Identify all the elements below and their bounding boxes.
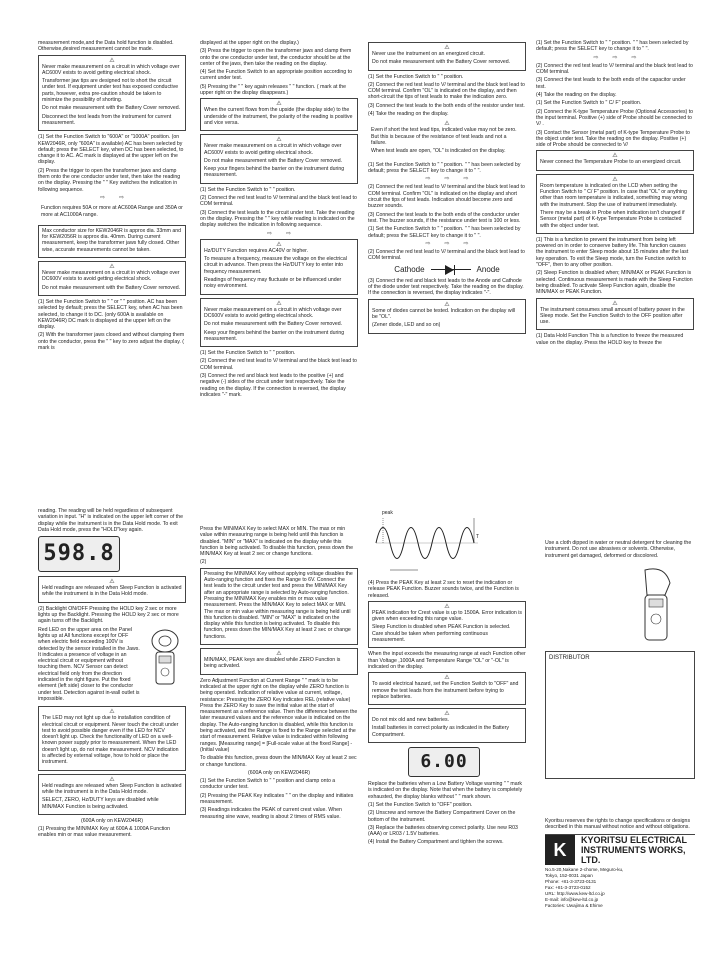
note-box: ⚠ Hz/DUTY Function requires AC40V or higher. To measure a frequency, measure the voltage on the electrical circuit in advance. Then press the Hz/DUTY key to enter into frequency measurement. Readings of frequency may fluctuate or be influenced under noisy environment. [200, 239, 358, 295]
bottom-col3: peak T (4) Press the PEAK Key at least 2 sec to reset the indication or release PEAK Function. Buzzer sounds twice, and the Function is released. ⚠ PEAK indication for Crest value is up to 1500A. Error indication is given when exceeding this range value. Sleep Function is disabled when PEAK Function is selected. Care should be taken when performing continuous measurement. When the input exceeds the measuring range at each Function other than Voltage ,1000A and Temperature Range "OL" or "-OL" is indicated on the display. ⚠ To avoid electrical hazard, set the Function Switch to "OFF" and remove the test leads from the instrument before trying to replace batteries. ⚠ Do not mix old and new batteries. Install batteries in correct polarity as indicated in the Battery Compartment. 6.00 Replace the batteries when a Low Battery Voltage warning " " mark is indicated on the display. Note that when the battery is completely exhausted, the display blanks without " " mark shown. (1) Set the Function Switch to "OFF" position. (2) Unscrew and remove the Battery Compartment Cover on the bottom of the instrument. (3) Replace the batteries observing correct polarity. Use new R03 (AAA) or LR03 / 1.5V batteries. (4) Install the Battery Compartment and tighten the screws. [368, 510, 526, 846]
warning-icon: ⚠ [276, 101, 282, 108]
note-icon: ⚠ [276, 241, 282, 248]
warning-box: ⚠ The LED may not light up due to installation condition of electrical circuit or equipment. Never touch the circuit under test to avoid possible danger even if the LED for NCV doesn't light up. Check the functionality of LED on a well-known power supply prior to measurement. When the LED doesn't light up, do not make measurement. NCV indication is affected by external voltage, how to hold or place the instrument. [38, 706, 186, 770]
col4: (1) Set the Function Switch to " " position. " " has been selected by default; press the SELECT key to change it to " ". ⇨ ⇨ ⇨ (2) Connect the red test lead to V/ terminal and the black test lead to COM terminal. (3) Connect the test leads to the both ends of the capacitor under test. (4) Take the reading on the display. (1) Set the Function Switch to " C/ F" position. (2) Connect the K-type Temperature Probe (Optional Accessories) to the input terminal. Positive (+) side of Probe should be connected to V/ . (3) Contact the Sensor (metal part) of K-type Temperature Probe to the object under test. Take the reading on the display. Positive (+) side of Probe should be connected to V/ ⚠ Never connect the Temperature Probe to an energized circuit. ⚠ Room temperature is indicated on the LCD when setting the Function Switch to " C/ F" position. In case that "OL" or anything other than room temperature is indicated, something may wrong with the instrument. Stop the use of instrument immediately. There may be a break in Probe when indication isn't changed if Sensor (metal part) of K-type Temperature Probe is contacted with the object under test. (1) This is a function to prevent the instrument from being left powered on in order to conserve battery life. This function causes the instrument to enter Sleep mode about 15 minutes after the last key operation. To exit the Sleep mode, turn the Function switch to "OFF", then to any other position. (2) Sleep Function is disabled when; MIN/MAX or PEAK Function is selected. Continuous measurement is made with the Sleep Function being disabled. To activate Sleep Function again, disable the MIN/MAX or PEAK Function. ⚠ The instrument consumes small amount of battery power in the Sleep mode. Set the Function Switch to the OFF position after use. (1) Data Hold Function This is a function to freeze the measured value on the display. Press the HOLD key to freeze the [536, 40, 694, 346]
warning-box: ⚠ The instrument consumes small amount of battery power in the Sleep mode. Set the Function Switch to the OFF position after use. [536, 298, 694, 331]
col3: ⚠ Never use the instrument on an energized circuit. Do not make measurement with the Battery Cover removed. (1) Set the Function Switch to " " position. (2) Connect the red test lead to V/ terminal and the black test lead to COM terminal. Confirm "OL" is indicated on the display, and then short-circuit the tips of test leads to make the indication zero. (3) Connect the test leads to the both ends of the resistor under test. (4) Take the reading on the display. ⚠ Even if short the test lead tips, indicated value may not be zero. But this is because of the resistance of test leads and not a failure. When test leads are open, "OL" is indicated on the display. (1) Set the Function Switch to " " position. " " has been selected by default; press the SELECT key to change it to " ". ⇨ ⇨ ⇨ (2) Connect the red test lead to V/ terminal and the black test lead to COM terminal. Confirm "OL" is indicated on the display and short circuit the tips of test leads. Indication should become zero and buzzer sounds. (3) Connect the test leads to the both ends of the conductor under test. The buzzer sounds, if the resistance under test is 100 or less. (1) Set the Function Switch to " " position. " " has been selected by default; press the SELECT key to change it to " ". ⇨ ⇨ ⇨ (2) Connect the red test lead to V/ terminal and the black test lead to COM terminal. Cathode Anode (3) Connect the red and black test leads to the Anode and Cathode of the diode under test respectively. Take the reading on the display. If the connection is reversed, the display indicates "-". ⚠ Some of diodes cannot be tested. Indication on the display will be "OL". (Zener diode, LED and so on) [368, 40, 526, 472]
note-box: ⚠ Even if short the test lead tips, indicated value may not be zero. But this is because of the resistance of test leads and not a failure. When test leads are open, "OL" is indicated on the display. [368, 119, 526, 158]
note-box: ⚠ Held readings are released when Sleep Function is activated while the instrument is in the Data Hold mode. [38, 576, 186, 603]
warning-icon: ⚠ [444, 45, 450, 51]
battery-reading: 6.00 [420, 750, 468, 772]
bottom-col4: Use a cloth dipped in water or neutral detergent for cleaning the instrument. Do not use abrasives or solvents. Otherwise, instrument get damaged, deformed or discolored. DISTRIBUTOR [545, 540, 695, 830]
peak-waveform-figure [374, 508, 484, 578]
note-icon: ⚠ [444, 711, 450, 718]
note-box: Function requires 50A or more at AC600A Range and 350A or more at AC1000A range. [41, 205, 183, 218]
bottom-col1: reading. The reading will be held regardless of subsequent variation in input. "H" is indicated on the upper left corner of the display while the instrument is in the Data Hold mode. To exit Data Hold mode, press the "HOLD"key again. 598.8 ⚠ Held readings are released when Sleep Function is activated while the instrument is in the Data Hold mode. (2) Backlight ON/OFF Pressing the HOLD key 2 sec or more lights up the Backlight. Pressing the HOLD key 2 sec or more again turns off the Backlight. Red LED on the upper area on the Panel lights up at All functions except for OFF when electric field exceeding 100V is detected by the sensor installed in the Jaws. It indicates a presence of voltage in an electrical circuit or equipment without touching them. NCV Sensor can detect electrical field only from the direction indicated in the right figure. Put the fixed element (left side) closer to the conductor under test. Detection against in-wall outlet is impossible. ⚠ The LED may not light up due to installation condition of electrical circuit or equipment. Never touch the circuit under test to avoid possible danger even if the LED for NCV doesn't light up. Check the functionality of LED on a well-known power supply prior to measurement. When the LED doesn't light up, do not make measurement. NCV indication is affected by external voltage, how to hold or place the instrument. ⚠ Held readings are released when Sleep Function is activated while the instrument is in the Data Hold mode. SELECT, ZERO, Hz/DUTY keys are disabled while MIN/MAX Function is being activated. (600A only on KEW2046R) (1) Pressing the MIN/MAX Key at 600A & 1000A Function enables min or max value measurement. [38, 508, 186, 928]
company-address: No.5-20,Nakane 2-chome, Meguro-ku, Tokyo, 152-0031 Japan Phone: +81-3-3723-0131 Fax: +81-3-3723-0152 URL: http://www.kew-ltd.co.jp E-mail: info@kew-ltd.co.jp Factories: Uwajima & Ehime [545, 867, 624, 908]
peak-label: peak [382, 510, 393, 516]
distributor-label: DISTRIBUTOR [549, 655, 590, 662]
col1: measurement mode,and the Data hold function is disabled. Otherwise,desired measurement cannot be made. ⚠ Never make measurement on a circuit in which voltage over AC600V exists to avoid getting electrical shock. Transformer jaw tips are designed not to short the circuit under test. If equipment under test has exposed conductive parts, however, extra pre-caution should be taken to minimize the possibility of shorting. Do not make measurement with the Battery Cover removed. Disconnect the test leads from the instrument for current measurement. (1) Set the Function Switch to "600A" or "1000A" position. (on KEW2046R, only "600A" is available) AC has been selected by default; press the SELECT key, when DC has been selected, to change it to AC. AC mark is displayed at the upper left on the display. (2) Press the trigger to open the transformer jaws and clamp them onto the one conductor under test, then take the reading on the display. Pressing the " " Key switches the indication in following sequence. ⇨ ⇨ Function requires 50A or more at AC600A Range and 350A or more at AC1000A range. Max conductor size for KEW2046R is approx dia. 33mm and for KEW2056R is approx dia. 40mm. During current measurement, keep the transformer jaws fully closed. Other wise, accurate measurements cannot be taken. ⚠ Never make measurement on a circuit in which voltage over DC600V exists to avoid getting electrical shock. Do not make measurement with the Battery Cover removed. (1) Set the Function Switch to " " or " " position. AC has been selected by default; press the SELECT key, when AC has been selected, to change it to DC. (only 600A is available on KEW2046R) DC mark is displayed at the upper left on the display. (2) With the transformer jaws closed and without clamping them onto the conductor, press the " " key to zero adjust the display. ( mark is [38, 40, 185, 351]
period-label: T [476, 534, 480, 540]
warning-icon: ⚠ [109, 264, 115, 271]
warning-box: ⚠ Never make measurement on a circuit in which voltage over AC600V exists to avoid getting electrical shock. Do not make measurement with the Battery Cover removed. Keep your fingers behind the barrier on the instrument during measurement. [200, 134, 358, 183]
note-box: Max conductor size for KEW2046R is approx dia. 33mm and for KEW2056R is approx dia. 40mm. During current measurement, keep the transformer jaws fully closed. Other wise, accurate measurements cannot be taken. [38, 225, 186, 258]
warning-icon: ⚠ [612, 300, 618, 307]
note-box: ⚠ Held readings are released when Sleep Function is activated while the instrument is in the Data Hold mode. SELECT, ZERO, Hz/DUTY keys are disabled while MIN/MAX Function is being activated. [38, 774, 186, 815]
company-block [545, 834, 695, 909]
sequence-arrows: ⇨ ⇨ [99, 194, 125, 201]
note-box: ⚠ Some of diodes cannot be tested. Indication on the display will be "OL". (Zener diode, LED and so on) [368, 299, 526, 334]
warning-box: ⚠ Never make measurement on a circuit in which voltage over DC600V exists to avoid getting electrical shock. Do not make measurement with the Battery Cover removed. [38, 261, 186, 296]
disclaimer: Kyoritsu reserves the rights to change specifications or designs described in this manual without notice and without obligations. [545, 818, 691, 831]
warning-box: ⚠ To avoid electrical hazard, set the Function Switch to "OFF" and remove the test leads from the instrument before trying to replace batteries. [368, 672, 526, 705]
distributor-box [545, 651, 695, 779]
hold-reading: 598.8 [43, 541, 115, 567]
sequence-arrows: ⇨ ⇨ ⇨ [425, 240, 469, 247]
warning-box: ⚠ MIN/MAX, PEAK keys are disabled while ZERO Function is being activated. [200, 648, 358, 675]
note-box: ⚠ PEAK indication for Crest value is up to 1500A. Error indication is given when exceeding this range value. Sleep Function is disabled when PEAK Function is selected. Care should be taken when performing continuous measurement. [368, 601, 526, 648]
note-icon: ⚠ [444, 121, 450, 128]
battery-display [408, 747, 480, 777]
warning-icon: ⚠ [612, 153, 618, 160]
warning-icon: ⚠ [276, 300, 282, 307]
hold-display [38, 536, 120, 572]
anode-label: Anode [476, 264, 500, 274]
note-box: Pressing the MIN/MAX Key without applying voltage disables the Auto-ranging function and fixes the Range to 6V. Connect the test leads to the circuit under test and press the MIN/MAX Key after an appropriate range is selected by Auto-ranging function. Pressing the MIN/MAX Key enables min or max value measurement. Press the MIN/MAX Key to select MAX or MIN. The max or min value within measuring range is being held until this function is disabled. "MIN" or "MAX" is indicated on the display while this function is being activated. To disable this function, press down the MIN/MAX Key at least 2 sec or change functions. [200, 568, 358, 645]
sequence-arrows: ⇨ ⇨ ⇨ [425, 176, 469, 183]
warning-box: ⚠ When the current flows from the upside (the display side) to the underside of the instrument, the polarity of the reading is positive and vice versa. [200, 98, 358, 131]
kyoritsu-logo-icon: K [545, 835, 575, 865]
ncv-instrument-figure [144, 627, 186, 687]
note-icon: ⚠ [612, 176, 618, 183]
diode-symbol-icon [431, 265, 471, 275]
warning-box: ⚠ Never make measurement on a circuit in which voltage over AC600V exists to avoid getting electrical shock. Transformer jaw tips are designed not to short the circuit under test. If equipment under test has exposed conductive parts, however, extra pre-caution should be taken to minimize the possibility of shorting. Do not make measurement with the Battery Cover removed. Disconnect the test leads from the instrument for current measurement. [38, 55, 186, 132]
instrument-figure [625, 565, 685, 645]
diode-diagram [368, 265, 526, 275]
warning-box: ⚠ Never make measurement on a circuit in which voltage over DC600V exists to avoid getting electrical shock. Do not make measurement with the Battery Cover removed. Keep your fingers behind the barrier on the instrument during measurement. [200, 298, 358, 347]
warning-icon: ⚠ [276, 137, 282, 144]
note-icon: ⚠ [109, 579, 115, 586]
warning-icon: ⚠ [276, 651, 282, 658]
bottom-col2: Press the MIN/MAX Key to select MAX or MIN. The max or min value within measuring range is being held until this function is disabled. "MIN" or "MAX" is indicated on the display while this function is being activated. To disable this function, press down the MIN/MAX Key at least 2 sec or change functions. (2) Pressing the MIN/MAX Key without applying voltage disables the Auto-ranging function and fixes the Range to 6V. Connect the test leads to the circuit under test and press the MIN/MAX Key after an appropriate range is selected by Auto-ranging function. Pressing the MIN/MAX Key enables min or max value measurement. Press the MIN/MAX Key to select MAX or MIN. The max or min value within measuring range is being held until this function is disabled. "MIN" or "MAX" is indicated on the display while this function is being activated. To disable this function, press down the MIN/MAX Key at least 2 sec or change functions. ⚠ MIN/MAX, PEAK keys are disabled while ZERO Function is being activated. Zero Adjustment Function at Current Range " " mark is to be indicated at the upper right on the display while ZERO function is being operated. Indication of relative value at current, voltage, resistance: Pressing the ZERO Key indicates REL (relative value) Press the ZERO Key to save the initial value at the start of measurement as a reference value. Then the difference between the later measured values and the reference value is indicated on the display. The Auto-ranging function is disabled, while this function is being activated, and the Range is fixed to the Range selected at the start of measurement. Relative value is indicated within following ranges. [Measuring range] = [Full-scale value at the fixed Range] - (Initial value) To disable this function, press down the MIN/MAX Key at least 2 sec or change functions. (600A only on KEW2046R) (1) Set the Function Switch to " " position and clamp onto a conductor under test. (2) Pressing the PEAK Key indicates " " on the display and initiates measurement. (3) Readings indicates the PEAK of current crest value. When measuring sine wave, reading is about 2 times of RMS value. [200, 526, 358, 820]
col2: displayed at the upper right on the display.) (3) Press the trigger to open the transformer jaws and clamp them onto the one conductor under test, the conductor should be at the center of the jaws, then take the reading on the display. (4) Set the Function Switch to an appropriate position according to current under test. (5) Pressing the " " key again releases " " function. ( mark at the upper right on the display disappears.) ⚠ When the current flows from the upside (the display side) to the underside of the instrument, the polarity of the reading is positive and vice versa. ⚠ Never make measurement on a circuit in which voltage over AC600V exists to avoid getting electrical shock. Do not make measurement with the Battery Cover removed. Keep your fingers behind the barrier on the instrument during measurement. (1) Set the Function Switch to " " position. (2) Connect the red test lead to V/ terminal and the black test lead to COM terminal. (3) Connect the test leads to the circuit under test. Take the reading on the display. Pressing the " " key while reading is indicated on the display switches the indication in following sequence. ⇨ ⇨ ⚠ Hz/DUTY Function requires AC40V or higher. To measure a frequency, measure the voltage on the electrical circuit in advance. Then press the Hz/DUTY key to enter into frequency measurement. Readings of frequency may fluctuate or be influenced under noisy environment. ⚠ Never make measurement on a circuit in which voltage over DC600V exists to avoid getting electrical shock. Do not make measurement with the Battery Cover removed. Keep your fingers behind the barrier on the instrument during measurement. (1) Set the Function Switch to " " position. (2) Connect the red test lead to V/ terminal and the black test lead to COM terminal. (3) Connect the red and black test leads to the positive (+) and negative (-) sides of the circuit under test respectively. Take the reading on the display. If the connection is reversed, the display indicates "-" mark. [200, 40, 357, 398]
note-box: ⚠ Room temperature is indicated on the LCD when setting the Function Switch to " C/ F" position. In case that "OL" or anything other than room temperature is indicated, something may wrong with the instrument. Stop the use of instrument immediately. There may be a break in Probe when indication isn't changed if Sensor (metal part) of K-type Temperature Probe is contacted with the object under test. [536, 174, 694, 234]
warning-icon: ⚠ [109, 57, 115, 64]
warning-icon: ⚠ [109, 709, 115, 716]
warning-box: ⚠ Never use the instrument on an energized circuit. Do not make measurement with the Battery Cover removed. [368, 42, 526, 71]
company-name: KYORITSU ELECTRICAL INSTRUMENTS WORKS, LTD. [581, 835, 687, 865]
note-icon: ⚠ [109, 776, 115, 783]
note-box: ⚠ Do not mix old and new batteries. Install batteries in correct polarity as indicated in the Battery Compartment. [368, 708, 526, 743]
cathode-label: Cathode [394, 264, 425, 274]
sequence-arrows: ⇨ ⇨ ⇨ [593, 54, 637, 61]
note-icon: ⚠ [444, 301, 450, 308]
note-icon: ⚠ [444, 603, 450, 610]
warning-icon: ⚠ [444, 675, 450, 682]
warning-box: ⚠ Never connect the Temperature Probe to an energized circuit. [536, 150, 694, 170]
intro-text: measurement mode,and the Data hold function is disabled. Otherwise,desired measurement cannot be made. [38, 40, 174, 53]
sequence-arrows: ⇨ ⇨ [266, 230, 292, 237]
